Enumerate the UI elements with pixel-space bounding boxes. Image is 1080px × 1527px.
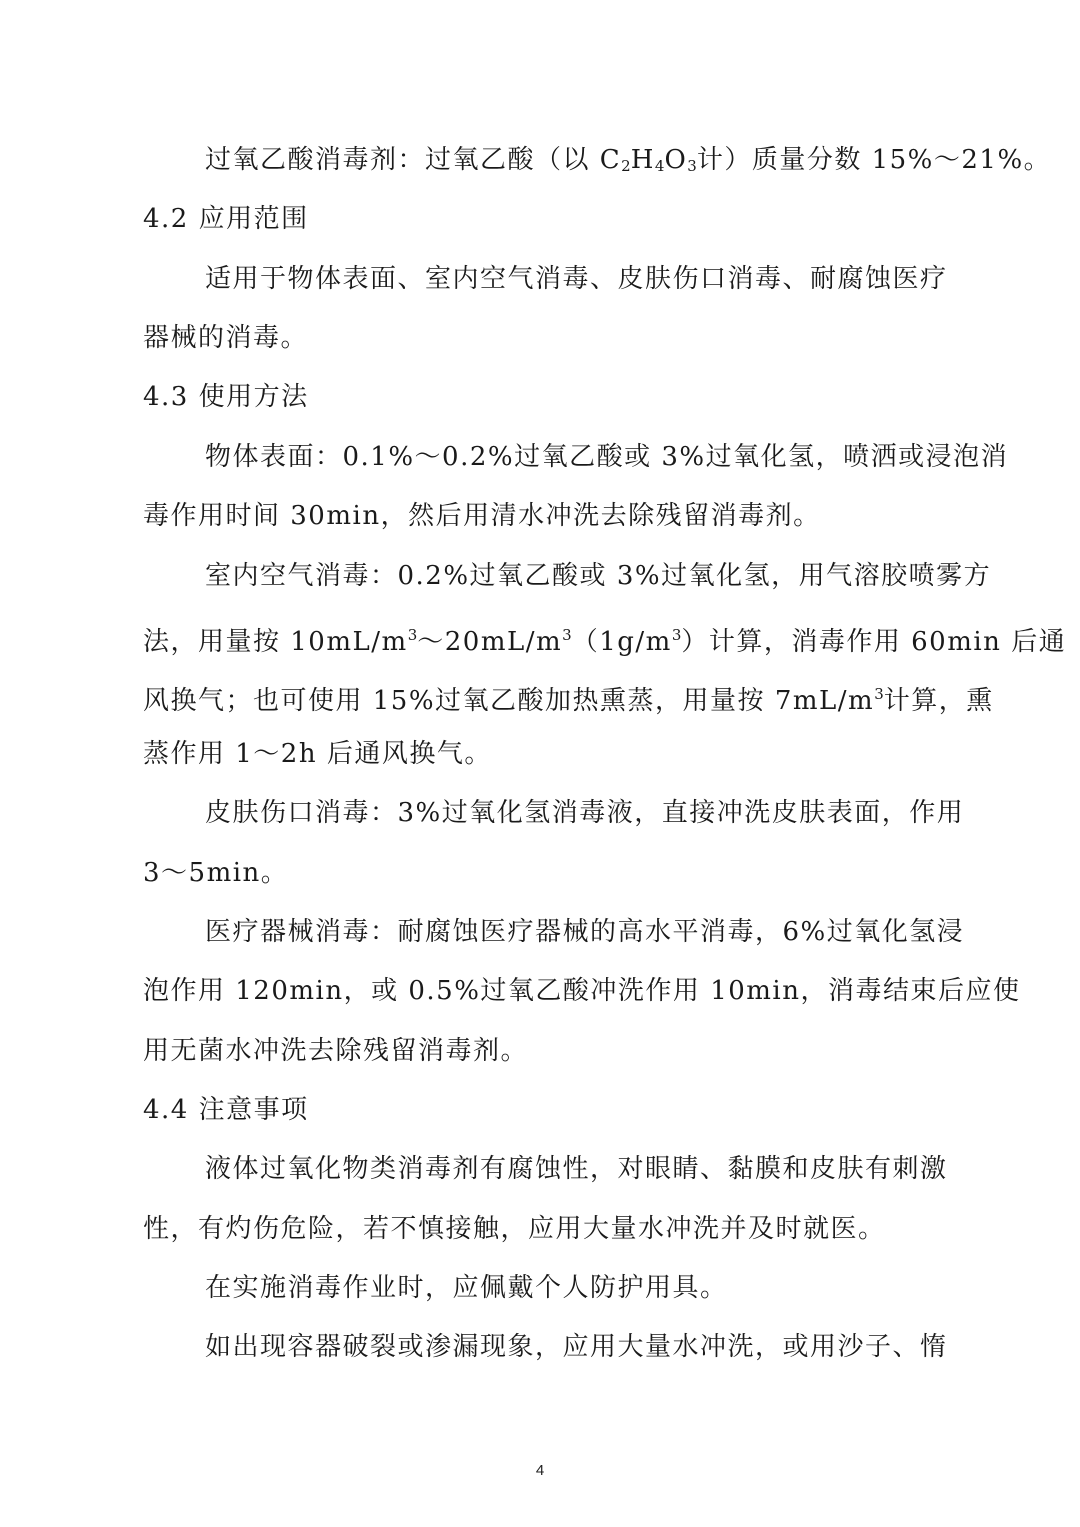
ppe-paragraph-line: 在实施消毒作业时，应佩戴个人防护用具。 [205,1273,728,1303]
air-paragraph-line: 室内空气消毒：0.2%过氧乙酸或 3%过氧化氢，用气溶胶喷雾方 [205,561,992,591]
air-paragraph-line: 风换气；也可使用 15%过氧乙酸加热熏蒸，用量按 $7mL/m^3$计算，熏 [143,685,994,716]
section-heading-4-2: 4.2 应用范围 [143,204,309,234]
caution-paragraph-line: 性，有灼伤危险，若不慎接触，应用大量水冲洗并及时就医。 [143,1214,886,1244]
surface-paragraph-line: 毒作用时间 30min，然后用清水冲洗去除残留消毒剂。 [143,501,821,531]
formula-line: 过氧乙酸消毒剂：过氧乙酸（以 $C_2H_4O_3$计）质量分数 15%～21%。 [205,145,1052,175]
caution-paragraph-line: 液体过氧化物类消毒剂有腐蚀性，对眼睛、黏膜和皮肤有刺激 [205,1154,948,1184]
page-number: 4 [535,1462,545,1479]
section-heading-4-3: 4.3 使用方法 [143,382,309,412]
scope-paragraph-line: 器械的消毒。 [143,323,309,353]
leak-paragraph-line: 如出现容器破裂或渗漏现象，应用大量水冲洗，或用沙子、惰 [205,1332,948,1362]
wound-paragraph-line: 3～5min。 [143,858,289,888]
wound-paragraph-line: 皮肤伤口消毒：3%过氧化氢消毒液，直接冲洗皮肤表面，作用 [205,798,965,828]
surface-paragraph-line: 物体表面：0.1%～0.2%过氧乙酸或 3%过氧化氢，喷洒或浸泡消 [205,442,1009,472]
air-paragraph-line: 法，用量按 $10mL/m^3\sim 20mL/m^3(1g/m^3)$计算，消毒作用 60min 后通 [143,626,1067,657]
scope-paragraph-line: 适用于物体表面、室内空气消毒、皮肤伤口消毒、耐腐蚀医疗 [205,264,948,294]
device-paragraph-line: 泡作用 120min，或 0.5%过氧乙酸冲洗作用 10min，消毒结束后应使 [143,976,1021,1006]
section-heading-4-4: 4.4 注意事项 [143,1095,309,1125]
air-paragraph-line: 蒸作用 1～2h 后通风换气。 [143,739,492,769]
device-paragraph-line: 用无菌水冲洗去除残留消毒剂。 [143,1036,529,1066]
device-paragraph-line: 医疗器械消毒：耐腐蚀医疗器械的高水平消毒，6%过氧化氢浸 [205,917,965,947]
